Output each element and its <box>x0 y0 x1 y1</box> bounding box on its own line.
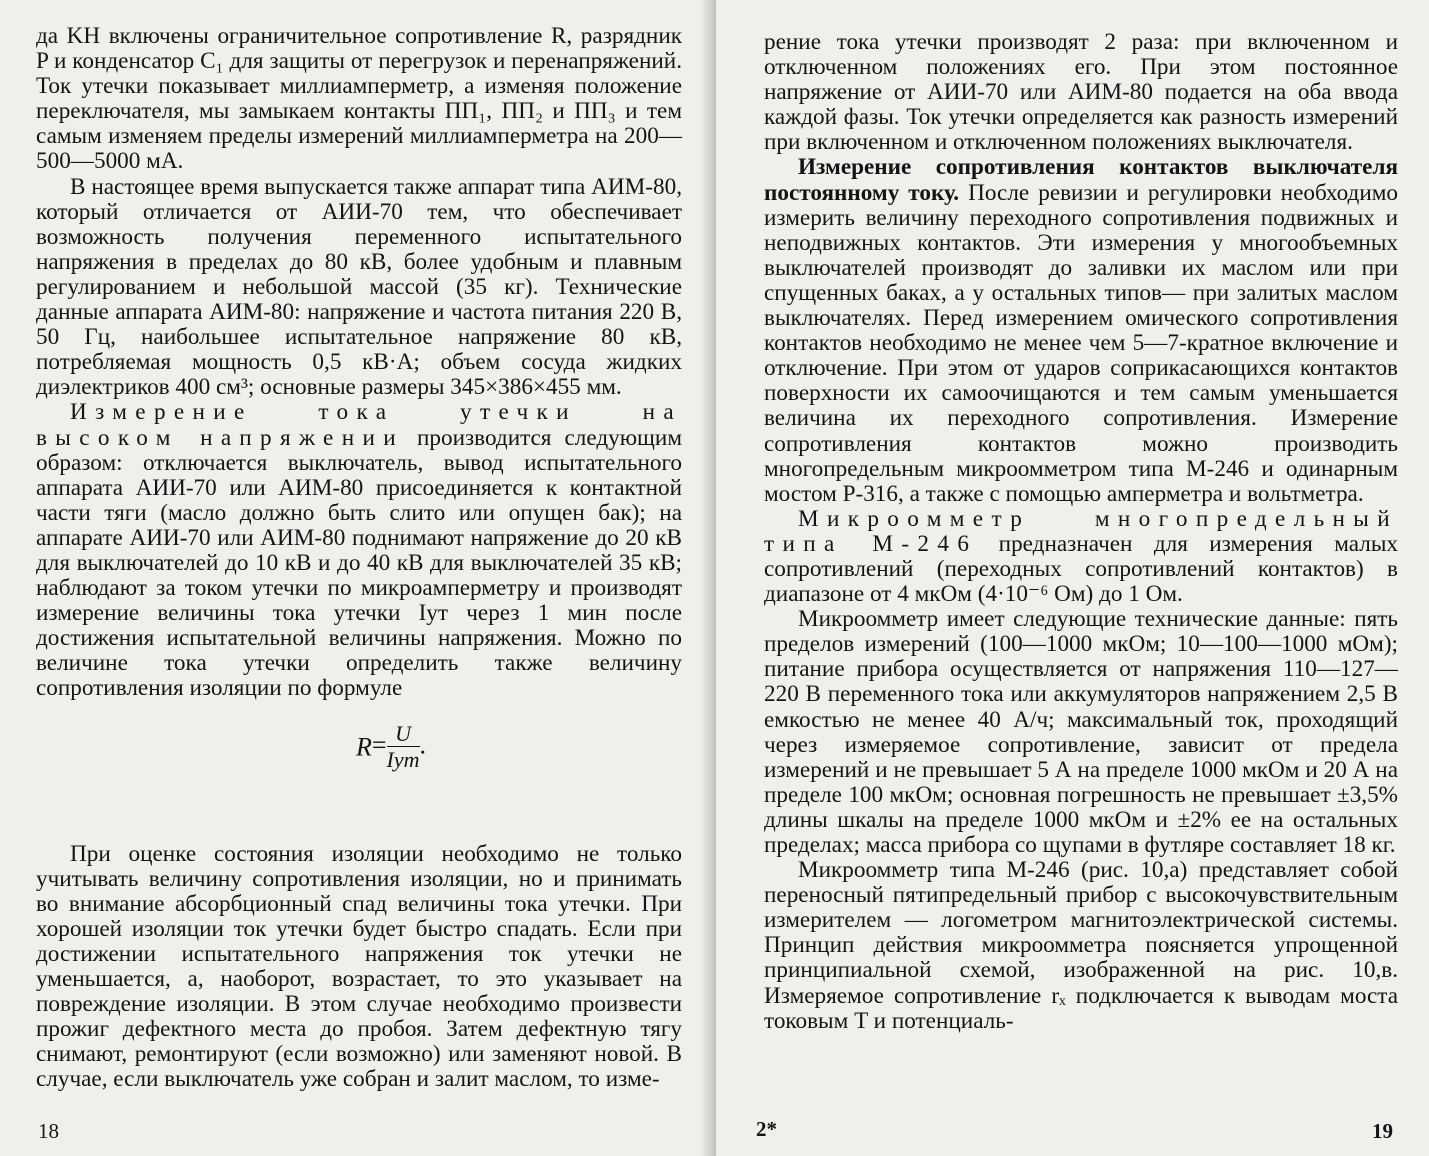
paragraph-body: предназначен для измерения малых сопротивлений (переходных сопротивлений контактов) в диапазоне от 4 мкОм (4·10⁻⁶ Ом) до 1 Ом. <box>764 530 1398 608</box>
page-number: 19 <box>1372 1119 1393 1143</box>
page-number: 18 <box>38 1119 59 1143</box>
formula-denominator: Iут <box>386 746 420 772</box>
signature-mark: 2* <box>756 1117 777 1141</box>
paragraph: Микроомметр имеет следующие технические данные: пять пределов измерений (100—1000 мкОм; 10—100—1000 мОм); питание прибора осуществляется от напряжения 110—127—220 В переменного тока или аккумуляторов напряжением 2,5 В емкостью не менее 40 А/ч; максимальный ток, проходящий через измеряемое сопротивление, зависит от предела измерений и не превышает 5 А на пределе 1000 мкОм и 20 А на пределе 100 мкОм; основная погрешность не превышает ±3,5% длины шкалы на пределе 1000 мкОм и ±2% ее на остальных пределах; масса прибора со щупами в футляре составляет 18 кг. <box>764 606 1398 858</box>
paragraph-with-heading <box>36 400 682 701</box>
left-page <box>0 0 712 1156</box>
formula <box>68 722 714 780</box>
spaced-heading: Микроомметр многопредельный типа М-246 <box>764 505 1398 557</box>
paragraph: Микроомметр типа М-246 (рис. 10,а) представляет собой переносный пятипредельный прибор с высокочувствительным измерителем — логометром магнитоэлектрической системы. Принцип действия микроомметра поясняется упрощенной принципиальной схемой, изображенной на рис. 10,в. Измеряемое сопротивление rₓ подключается к выводам моста токовым T и потенциаль- <box>764 857 1398 1034</box>
left-text-column <box>36 24 682 1092</box>
paragraph-body: После ревизии и регулировки необходимо измерить величину переходного сопротивления подвижных и неподвижных контактов. Эти измерения у многообъемных выключателей производят до заливки их маслом или при спущенных баках, а у остальных типов— при залитых маслом выключателях. Перед измерением омического сопротивления контактов необходимо не менее чем 5—7-кратное включение и отключение. При этом от ударов соприкасающихся контактов поверхности их самоочищаются и тем самым уменьшается величина их переходного сопротивления. Измерение сопротивления контактов можно производить многопредельным микроомметром типа М-246 и одинарным мостом Р-316, а также с помощью амперметра и вольтметра. <box>764 179 1398 507</box>
paragraph: рение тока утечки производят 2 раза: при включенном и отключенном положениях его. При этом постоянное напряжение от АИИ-70 или АИМ-80 подается на оба ввода каждой фазы. Ток утечки определяется как разность измерений при включенном и отключенном положениях выключателя. <box>764 29 1398 156</box>
paragraph-with-heading <box>764 507 1398 607</box>
formula-dot: . <box>419 730 427 759</box>
spaced-heading: Измерение тока утечки на высоком напряжении <box>36 399 682 451</box>
formula-eq: = <box>371 730 387 759</box>
formula-numerator: U <box>387 722 420 747</box>
formula-fraction <box>387 722 420 773</box>
right-text-column <box>764 30 1398 1034</box>
paragraph: При оценке состояния изоляции необходимо не только учитывать величину сопротивления изоляции, но и принимать во внимание абсорбционный спад величины тока утечки. При хорошей изоляции ток утечки будет быстро спадать. Если при достижении испытательного напряжения ток утечки не уменьшается, а, наоборот, возрастает, то это указывает на повреждение изоляции. В этом случае необходимо произвести прожиг дефектного места до пробоя. Затем дефектную тягу снимают, ремонтируют (если возможно) или заменяют новой. В случае, если выключатель уже собран и залит маслом, то изме- <box>36 840 682 1093</box>
paragraph: В настоящее время выпускается также аппарат типа АИМ-80, который отличается от АИИ-70 тем, что обеспечивает возможность получения переменного испытательного напряжения в пределах до 80 кВ, более удобным и плавным регулированием и небольшой массой (35 кг). Технические данные аппарата АИМ-80: напряжение и частота питания 220 В, 50 Гц, наибольшее испытательное напряжение 80 кВ, потребляемая мощность 0,5 кВ·А; объем сосуда жидких диэлектриков 400 см³; основные размеры 345×386×455 мм. <box>36 173 682 401</box>
formula-lhs: R <box>355 732 372 762</box>
right-page <box>716 0 1429 1156</box>
paragraph-with-heading <box>764 155 1398 506</box>
bold-heading: Измерение сопротивления контактов выключателя постоянному току. <box>764 154 1398 206</box>
paragraph: да KH включены ограничительное сопротивление R, разрядник P и конденсатор C₁ для защиты от перегрузок и перенапряжений. Ток утечки показывает миллиамперметр, а изменяя положение переключателя, мы замыкаем контакты ПП₁, ПП₂ и ПП₃ и тем самым изменяем пределы измерений миллиамперметра на 200—500—5000 мА. <box>36 23 682 175</box>
paragraph-body: производится следующим образом: отключается выключатель, вывод испытательного аппарата АИИ-70 или АИМ-80 присоединяется к контактной части тяги (масло должно быть слито или опущен бак); на аппарате АИИ-70 или АИМ-80 поднимают напряжение до 20 кВ для выключателей до 10 кВ и до 40 кВ для выключателей 35 кВ; наблюдают за током утечки по микроамперметру и производят измерение величины тока утечки Iут через 1 мин после достижения испытательной величины напряжения. Можно по величине тока утечки определить также величину сопротивления изоляции по формуле <box>36 424 682 702</box>
